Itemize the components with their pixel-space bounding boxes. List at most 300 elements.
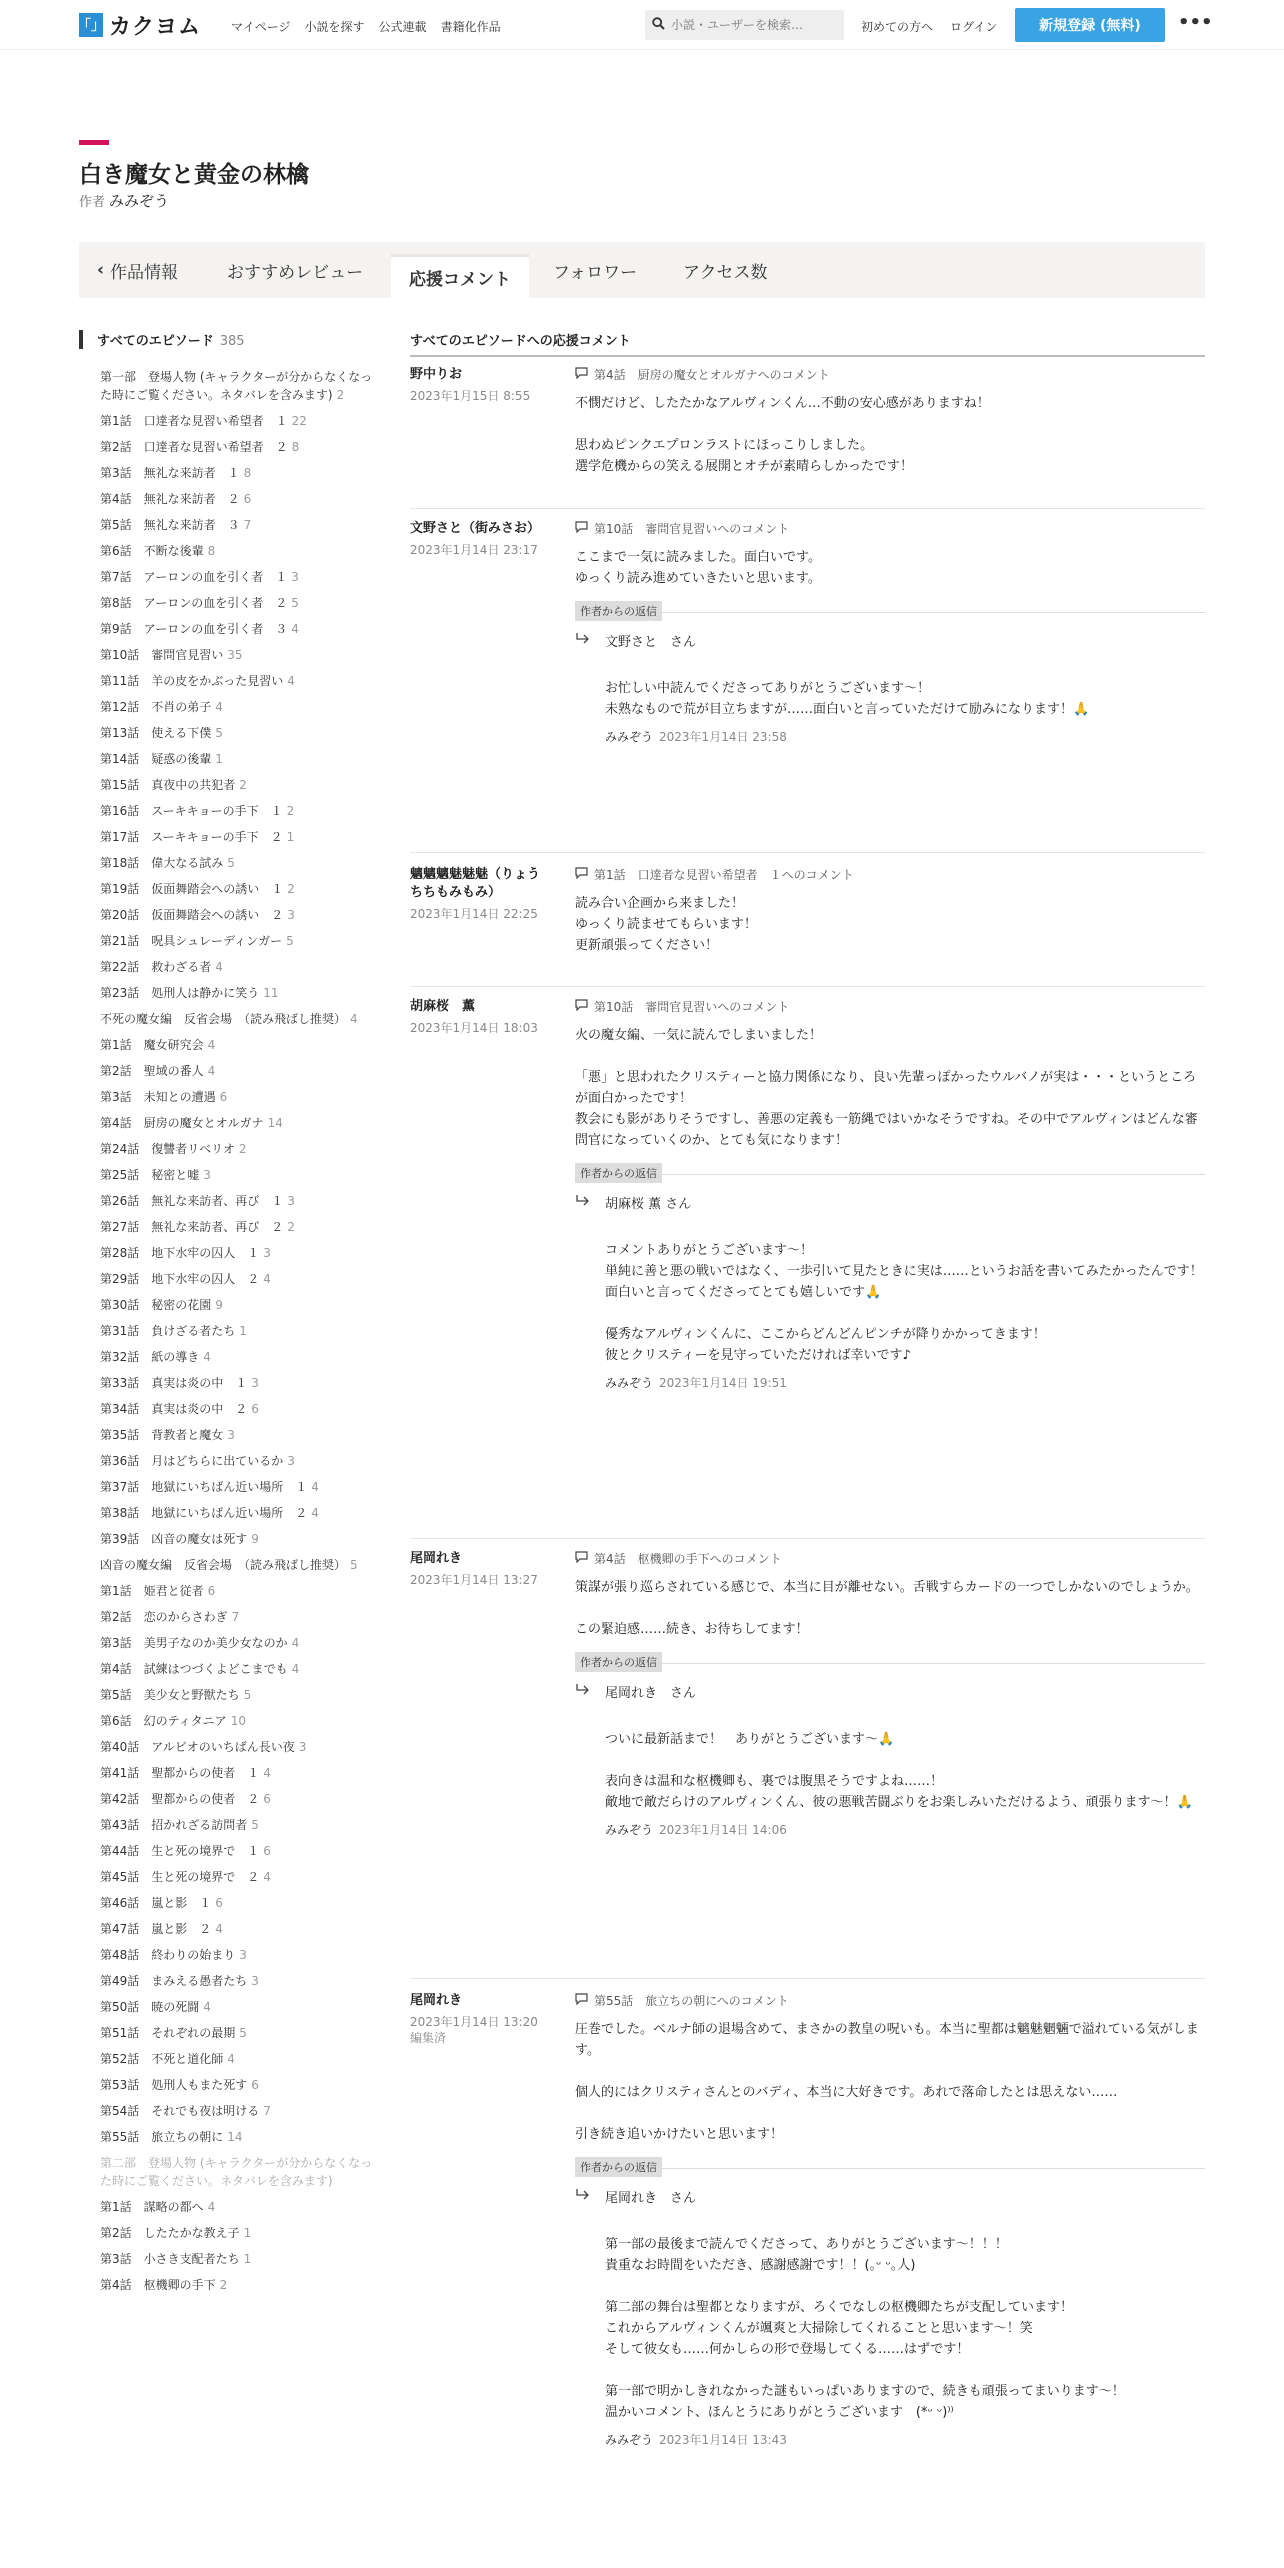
reply-divider <box>655 612 1205 613</box>
comment-body <box>575 366 1205 477</box>
comment-text: 読み合い企画から来ました！ ゆっくり読ませてもらいます！ 更新頑張ってください！ <box>575 896 757 953</box>
chapter-item[interactable] <box>100 368 380 404</box>
tab-work-info-label: 作品情報 <box>110 262 179 283</box>
episode-item[interactable] <box>100 1114 380 1132</box>
episode-title: 第33話 真実は炎の中 １ <box>100 1376 248 1390</box>
episode-item[interactable] <box>100 750 380 768</box>
reply-divider <box>655 1663 1205 1664</box>
episode-comment-count: 4 <box>263 1766 271 1780</box>
episode-title: 第41話 聖都からの使者 １ <box>100 1766 260 1780</box>
episode-comment-count: 4 <box>287 674 295 688</box>
reply-date: 2023年1月14日 23:58 <box>659 730 787 744</box>
comment-separator <box>410 852 1205 853</box>
tab-work-info[interactable] <box>79 242 196 298</box>
episode-comment-count: 2 <box>238 1142 247 1156</box>
episode-comment-count: 5 <box>239 2026 247 2040</box>
episode-item[interactable] <box>100 412 380 430</box>
episode-comment-count: 4 <box>263 1272 271 1286</box>
comment-user[interactable]: 胡麻桜 薫 <box>410 999 476 1014</box>
episode-title: 第二部 登場人物 (キャラクターが分からなくなった時にご覧ください。ネタバレを含みます) <box>100 2156 373 2188</box>
comment-bubble-icon <box>575 999 588 1015</box>
episode-comment-count: 3 <box>251 1974 259 1988</box>
episode-item[interactable] <box>100 2076 380 2094</box>
signup-button[interactable]: 新規登録 (無料) <box>1015 8 1165 42</box>
episode-title: 第15話 真夜中の共犯者 <box>100 778 236 792</box>
episode-comment-count: 4 <box>207 2200 216 2214</box>
episode-comment-count: 4 <box>291 1636 300 1650</box>
episode-comment-count: 4 <box>311 1506 319 1520</box>
reply-recipient-name: 胡麻桜 薫 さん <box>605 1197 692 1212</box>
episode-comment-count: 4 <box>227 2052 235 2066</box>
episode-title: 第7話 アーロンの血を引く者 １ <box>100 570 288 584</box>
episode-item[interactable] <box>100 1634 380 1652</box>
episode-item[interactable] <box>100 1738 380 1756</box>
episode-title: 第6話 幻のティタニア <box>100 1714 227 1728</box>
episode-item[interactable] <box>100 1660 380 1678</box>
episode-title: 第16話 スーキキョーの手下 １ <box>100 804 283 818</box>
comment-date: 2023年1月14日 13:27 <box>410 1573 538 1587</box>
reply-date: 2023年1月14日 13:43 <box>659 2433 787 2447</box>
episode-item[interactable] <box>100 2250 380 2268</box>
site-logo[interactable] <box>79 12 201 38</box>
episode-item[interactable] <box>100 1322 380 1340</box>
reply-divider <box>655 2168 1205 2169</box>
episode-comment-count: 2 <box>286 804 295 818</box>
episode-item[interactable] <box>100 1062 380 1080</box>
episode-comment-count: 6 <box>243 492 252 506</box>
episode-comment-count: 4 <box>215 700 223 714</box>
episode-title: 第22話 救わざる者 <box>100 960 212 974</box>
episode-comment-count: 1 <box>243 2252 252 2266</box>
work-title[interactable]: 白き魔女と黄金の林檎 <box>79 162 309 188</box>
tab-reviews[interactable]: おすすめレビュー <box>227 262 364 283</box>
more-menu-icon[interactable]: ••• <box>1178 12 1213 33</box>
reply-author[interactable]: みみぞう <box>605 2433 654 2447</box>
global-nav <box>231 18 501 35</box>
episode-item[interactable] <box>100 2224 380 2242</box>
reply-author[interactable]: みみぞう <box>605 730 654 744</box>
episode-comment-count: 14 <box>267 1116 283 1130</box>
episode-title: 凶音の魔女編 反省会場 （読み飛ばし推奨） <box>100 1558 347 1572</box>
nav-published-works[interactable]: 書籍化作品 <box>440 20 501 34</box>
episode-item[interactable] <box>100 2276 380 2294</box>
episode-title: 第42話 聖都からの使者 ２ <box>100 1792 260 1806</box>
episode-item[interactable] <box>100 828 380 846</box>
episode-comment-count: 8 <box>243 466 252 480</box>
episode-comment-count: 4 <box>215 960 223 974</box>
episode-item[interactable] <box>100 646 380 664</box>
episode-title: 不死の魔女編 反省会場 （読み飛ばし推奨） <box>100 1012 347 1026</box>
reply-text: ついに最新話まで！ ありがとうございます～🙏 表向きは温和な枢機卿も、裏では腹黒そうですよね……！ 敵地で敵だらけのアルヴィンくん、彼の悪戦苦闘ぶりをお楽しみいただけるよう、頑張ります～！🙏 <box>605 1732 1193 1810</box>
episode-item[interactable] <box>100 1998 380 2016</box>
comment-target-label: 第1話 口達者な見習い希望者 １へのコメント <box>594 868 854 882</box>
episode-item[interactable] <box>100 1764 380 1782</box>
episode-comment-count: 4 <box>215 1922 223 1936</box>
episode-title: 第36話 月はどちらに出ているか <box>100 1454 284 1468</box>
reply-recipient <box>575 1193 1205 1212</box>
comment-date: 2023年1月14日 23:17 <box>410 543 538 557</box>
episode-comment-count: 2 <box>287 1220 295 1234</box>
episode-comment-count: 5 <box>215 726 223 740</box>
comment-user[interactable]: 尾岡れき <box>410 1551 463 1566</box>
episode-title: 第49話 まみえる愚者たち <box>100 1974 248 1988</box>
episode-item[interactable] <box>100 906 380 924</box>
comment-target-label: 第10話 審問官見習いへのコメント <box>594 522 790 536</box>
episode-item[interactable] <box>100 1140 380 1158</box>
comment-user[interactable]: 野中りお <box>410 367 463 382</box>
episode-title: 第5話 美少女と野獣たち <box>100 1688 240 1702</box>
episode-item[interactable] <box>100 542 380 560</box>
episode-title: 第43話 招かれざる訪問者 <box>100 1818 248 1832</box>
comment-text: 策謀が張り巡らされている感じで、本当に目が離せない。舌戦すらカードの一つでしかないのでしょうか。 この緊迫感……続き、お待ちしてます！ <box>575 1580 1199 1637</box>
episode-title: 第48話 終わりの始まり <box>100 1948 236 1962</box>
reply-date: 2023年1月14日 14:06 <box>659 1823 787 1837</box>
episode-title: 第24話 復讐者リベリオ <box>100 1142 235 1156</box>
episode-comment-count: 4 <box>203 2000 211 2014</box>
episode-title: 第4話 厨房の魔女とオルガナ <box>100 1116 264 1130</box>
episode-item[interactable] <box>100 698 380 716</box>
episode-comment-count: 3 <box>227 1428 235 1442</box>
episode-comment-count: 3 <box>203 1168 211 1182</box>
episode-item[interactable] <box>100 438 380 456</box>
search-icon[interactable] <box>645 17 671 34</box>
chapter-item[interactable] <box>100 2154 380 2190</box>
episode-item[interactable] <box>100 1868 380 1886</box>
episode-comment-count: 3 <box>291 570 299 584</box>
nav-find-novels[interactable]: 小説を探す <box>304 20 365 34</box>
episode-item[interactable] <box>100 802 380 820</box>
episode-comment-count: 5 <box>350 1558 358 1572</box>
all-episodes-count: 385 <box>219 334 245 349</box>
comment-body <box>575 998 1205 1391</box>
episode-comment-count: 4 <box>350 1012 358 1026</box>
comment-target-link[interactable] <box>575 998 1205 1015</box>
episode-item[interactable] <box>100 1946 380 1964</box>
episode-item[interactable] <box>100 1036 380 1054</box>
episode-item[interactable] <box>100 620 380 638</box>
author-reply-badge: 作者からの返信 <box>575 1652 662 1672</box>
reply-author[interactable]: みみぞう <box>605 1376 654 1390</box>
author-reply-badge: 作者からの返信 <box>575 601 662 621</box>
comment-separator <box>410 1978 1205 1979</box>
reply-arrow-icon <box>575 1193 605 1212</box>
episode-comment-count: 9 <box>251 1532 259 1546</box>
comment-target-link[interactable] <box>575 1992 1205 2009</box>
comment-text: ここまで一気に読みました。面白いです。 ゆっくり読み進めていきたいと思います。 <box>575 550 821 586</box>
episode-title: 第4話 無礼な来訪者 ２ <box>100 492 240 506</box>
episode-comment-count: 11 <box>263 986 279 1000</box>
episode-title: 第13話 使える下僕 <box>100 726 212 740</box>
episode-title: 第一部 登場人物 (キャラクターが分からなくなった時にご覧ください。ネタバレを含みます) <box>100 370 373 402</box>
episode-title: 第34話 真実は炎の中 ２ <box>100 1402 248 1416</box>
episode-item[interactable] <box>100 1270 380 1288</box>
episode-comment-count: 8 <box>207 544 216 558</box>
episode-title: 第27話 無礼な来訪者、再び ２ <box>100 1220 284 1234</box>
comment-edited: 編集済 <box>410 2031 447 2045</box>
comment-target-link[interactable] <box>575 1550 1205 1567</box>
all-episodes-heading[interactable] <box>79 330 245 349</box>
episode-title: 第52話 不死と道化師 <box>100 2052 224 2066</box>
reply-signature <box>605 1374 1205 1391</box>
episode-item[interactable] <box>100 1400 380 1418</box>
tab-followers[interactable]: フォロワー <box>553 262 638 283</box>
episode-item[interactable] <box>100 1192 380 1210</box>
episode-item[interactable] <box>100 1504 380 1522</box>
episode-title: 第32話 紙の導き <box>100 1350 200 1364</box>
episode-item[interactable] <box>100 568 380 586</box>
episode-item[interactable] <box>100 1296 380 1314</box>
episode-title: 第11話 羊の皮をかぶった見習い <box>100 674 284 688</box>
episode-item[interactable] <box>100 2050 380 2068</box>
episode-item[interactable] <box>100 672 380 690</box>
episode-title: 第25話 秘密と嘘 <box>100 1168 200 1182</box>
episode-item[interactable] <box>100 1478 380 1496</box>
episode-item[interactable] <box>100 1374 380 1392</box>
chevron-left-icon: ‹ <box>97 260 105 280</box>
first-time-link[interactable]: 初めての方へ <box>861 20 934 34</box>
reply-recipient-name: 尾岡れき さん <box>605 2191 697 2206</box>
episode-comment-count: 9 <box>215 1298 223 1312</box>
reply-date: 2023年1月14日 19:51 <box>659 1376 787 1390</box>
episode-item[interactable] <box>100 1712 380 1730</box>
episode-title: 第8話 アーロンの血を引く者 ２ <box>100 596 288 610</box>
episode-comment-count: 35 <box>227 648 243 662</box>
episode-title: 第18話 偉大なる試み <box>100 856 224 870</box>
episode-item[interactable] <box>100 2128 380 2146</box>
episode-title: 第50話 暁の死闘 <box>100 2000 200 2014</box>
episode-title: 第12話 不肖の弟子 <box>100 700 212 714</box>
reply-recipient <box>575 1682 1205 1701</box>
reply-arrow-icon <box>575 2187 605 2206</box>
tab-access[interactable]: アクセス数 <box>683 262 768 283</box>
episode-comment-count: 4 <box>291 622 299 636</box>
episode-item[interactable] <box>100 1608 380 1626</box>
episode-comment-count: 6 <box>219 1090 228 1104</box>
episode-title: 第9話 アーロンの血を引く者 ３ <box>100 622 288 636</box>
episode-title: 第53話 処刑人もまた死す <box>100 2078 248 2092</box>
episode-comment-count: 2 <box>287 882 295 896</box>
login-link[interactable]: ログイン <box>950 20 998 34</box>
logo-mark-icon: 「」 <box>79 13 103 37</box>
comment-target-label: 第4話 厨房の魔女とオルガナへのコメント <box>594 368 830 382</box>
episode-title: 第29話 地下水牢の囚人 ２ <box>100 1272 260 1286</box>
episode-title: 第1話 姫君と従者 <box>100 1584 204 1598</box>
episode-title: 第4話 試練はつづくよどこまでも <box>100 1662 288 1676</box>
episode-item[interactable] <box>100 932 380 950</box>
episode-title: 第3話 未知との遭遇 <box>100 1090 216 1104</box>
episode-item[interactable] <box>100 490 380 508</box>
episode-title: 第10話 審問官見習い <box>100 648 224 662</box>
episode-title: 第38話 地獄にいちばん近い場所 ２ <box>100 1506 308 1520</box>
episode-comment-count: 6 <box>263 1792 271 1806</box>
episode-item[interactable] <box>100 2102 380 2120</box>
episode-item[interactable] <box>100 1348 380 1366</box>
episode-item[interactable] <box>100 1816 380 1834</box>
episode-list <box>100 368 380 2302</box>
episode-comment-count: 4 <box>207 1064 216 1078</box>
episode-comment-count: 2 <box>239 778 247 792</box>
episode-comment-count: 3 <box>239 1948 247 1962</box>
reply-signature <box>605 728 1205 745</box>
episode-item[interactable] <box>100 1686 380 1704</box>
episode-title: 第21話 呪具シュレーディンガー <box>100 934 283 948</box>
episode-title: 第40話 アルビオのいちばん長い夜 <box>100 1740 295 1754</box>
episode-item[interactable] <box>100 464 380 482</box>
episode-title: 第46話 嵐と影 １ <box>100 1896 212 1910</box>
episode-comment-count: 7 <box>263 2104 271 2118</box>
episode-item[interactable] <box>100 1920 380 1938</box>
comment-date: 2023年1月14日 18:03 <box>410 1021 538 1035</box>
episode-item[interactable] <box>100 1088 380 1106</box>
logo-text: カクヨム <box>109 14 202 40</box>
episode-comment-count: 5 <box>286 934 294 948</box>
episode-item[interactable] <box>100 516 380 534</box>
comment-user[interactable]: 文野さと（街みさお） <box>410 521 541 536</box>
episode-item[interactable] <box>100 2024 380 2042</box>
episode-item[interactable] <box>100 1530 380 1548</box>
episode-title: 第2話 聖域の番人 <box>100 1064 204 1078</box>
author-reply-badge: 作者からの返信 <box>575 1163 662 1183</box>
comment-bubble-icon <box>575 867 588 883</box>
comment-target-link[interactable] <box>575 520 1205 537</box>
episode-item[interactable] <box>100 880 380 898</box>
episode-title: 第31話 負けざる者たち <box>100 1324 236 1338</box>
episode-title: 第3話 美男子なのか美少女なのか <box>100 1636 288 1650</box>
episode-title: 第51話 それぞれの最期 <box>100 2026 236 2040</box>
comment-user[interactable]: 魑魑魑魅魅魅（りょうちちもみもみ） <box>410 867 541 900</box>
episode-item[interactable] <box>100 984 380 1002</box>
comment-date: 2023年1月14日 13:20 <box>410 2015 538 2029</box>
episode-item[interactable] <box>100 1972 380 1990</box>
episode-item[interactable] <box>100 1790 380 1808</box>
episode-item[interactable] <box>100 958 380 976</box>
episode-title: 第1話 謀略の都へ <box>100 2200 204 2214</box>
episode-comment-count: 4 <box>207 1038 216 1052</box>
episode-title: 第1話 魔女研究会 <box>100 1038 204 1052</box>
episode-item[interactable] <box>100 1894 380 1912</box>
comment-target-link[interactable] <box>575 366 1205 383</box>
episode-comment-count: 22 <box>291 414 307 428</box>
episode-item[interactable] <box>100 1452 380 1470</box>
episode-comment-count: 4 <box>291 1662 300 1676</box>
chapter-item[interactable] <box>100 1556 380 1574</box>
episode-item[interactable] <box>100 776 380 794</box>
episode-comment-count: 6 <box>263 1844 271 1858</box>
episode-item[interactable] <box>100 1244 380 1262</box>
episode-title: 第1話 口達者な見習い希望者 １ <box>100 414 288 428</box>
comment-target-link[interactable] <box>575 866 1205 883</box>
episode-comment-count: 5 <box>291 596 299 610</box>
reply-text: コメントありがとうございます～！ 単純に善と悪の戦いではなく、一歩引いて見たときに実は……というお話を書いてみたかったんです！ 面白いと言ってくださってとても嬉しいです🙏 優秀なアルヴィンくんに、ここからどんどんピンチが降りかかってきます！ 彼とクリスティーを見守っていただければ幸いです♪ <box>605 1243 1203 1363</box>
comment-separator <box>410 1538 1205 1539</box>
episode-comment-count: 1 <box>286 830 295 844</box>
episode-comment-count: 2 <box>219 2278 228 2292</box>
episode-item[interactable] <box>100 1582 380 1600</box>
chapter-item[interactable] <box>100 1010 380 1028</box>
episode-comment-count: 3 <box>298 1740 307 1754</box>
nav-official-series[interactable]: 公式連載 <box>378 20 427 34</box>
comment-separator <box>410 508 1205 509</box>
episode-comment-count: 4 <box>203 1350 211 1364</box>
episode-title: 第45話 生と死の境界で ２ <box>100 1870 260 1884</box>
site-header <box>0 0 1284 50</box>
comment-text: 圧巻でした。ベルナ師の退場含めて、まさかの教皇の呪いも。本当に聖都は魑魅魍魎で溢れている気がします。 個人的にはクリスティさんとのバディ、本当に大好きです。あれで落命したとは思えない…… 引き続き追いかけたいと思います！ <box>575 2022 1199 2142</box>
episode-title: 第39話 凶音の魔女は死す <box>100 1532 248 1546</box>
episode-comment-count: 3 <box>287 1454 295 1468</box>
episode-title: 第28話 地下水牢の囚人 １ <box>100 1246 260 1260</box>
episode-item[interactable] <box>100 724 380 742</box>
episode-comment-count: 7 <box>243 518 252 532</box>
reply-signature <box>605 1821 1205 1838</box>
reply-divider <box>655 1174 1205 1175</box>
comment-date: 2023年1月15日 8:55 <box>410 389 531 403</box>
episode-title: 第47話 嵐と影 ２ <box>100 1922 212 1936</box>
episode-item[interactable] <box>100 1842 380 1860</box>
episode-comment-count: 6 <box>251 1402 259 1416</box>
episode-title: 第2話 口達者な見習い希望者 ２ <box>100 440 288 454</box>
episode-comment-count: 8 <box>291 440 300 454</box>
work-tabs <box>79 242 1205 298</box>
episode-comment-count: 4 <box>311 1480 319 1494</box>
episode-title: 第44話 生と死の境界で １ <box>100 1844 260 1858</box>
reply-text: 第一部の最後まで読んでくださって、ありがとうございます～！！！ 貴重なお時間をいただき、感謝感謝です！！(｡ᵕ ᵕ｡人) 第二部の舞台は聖都となりますが、ろくでなしの枢機卿たちが支配しています！ これからアルヴィンくんが颯爽と大掃除してくれることと思います～！笑 そして彼女も……何かしらの形で登場してくる……はずです！ 第一部で明かしきれなかった謎もいっぱいありますので、続きも頑張ってまいります～！ 温かいコメント、ほんとうにありがとうございます (*ᵕ ᵕ)⁾⁾ <box>605 2237 1125 2420</box>
episode-item[interactable] <box>100 594 380 612</box>
episode-comment-count: 7 <box>231 1610 240 1624</box>
reply-recipient-name: 文野さと さん <box>605 635 697 650</box>
episode-title: 第55話 旅立ちの朝に <box>100 2130 224 2144</box>
episode-comment-count: 14 <box>227 2130 243 2144</box>
episode-title: 第3話 無礼な来訪者 １ <box>100 466 240 480</box>
nav-mypage[interactable]: マイページ <box>231 20 291 34</box>
comment-user[interactable]: 尾岡れき <box>410 1993 463 2008</box>
episode-item[interactable] <box>100 1218 380 1236</box>
all-episodes-label: すべてのエピソード <box>97 334 214 349</box>
episode-title: 第37話 地獄にいちばん近い場所 １ <box>100 1480 308 1494</box>
episode-comment-count: 4 <box>263 1870 271 1884</box>
title-accent-bar <box>79 140 109 145</box>
author-name[interactable]: みみぞう <box>109 192 170 210</box>
episode-comment-count: 6 <box>215 1896 223 1910</box>
episode-item[interactable] <box>100 854 380 872</box>
episode-item[interactable] <box>100 1166 380 1184</box>
reply-author[interactable]: みみぞう <box>605 1823 654 1837</box>
episode-title: 第26話 無礼な来訪者、再び １ <box>100 1194 284 1208</box>
episode-comment-count: 2 <box>336 388 345 402</box>
comment-bubble-icon <box>575 521 588 537</box>
episode-item[interactable] <box>100 1426 380 1444</box>
reply-recipient-name: 尾岡れき さん <box>605 1686 697 1701</box>
tab-comments[interactable]: 応援コメント <box>391 254 529 298</box>
episode-comment-count: 6 <box>207 1584 216 1598</box>
reply-recipient <box>575 2187 1205 2206</box>
episode-comment-count: 6 <box>251 2078 259 2092</box>
comment-bubble-icon <box>575 1993 588 2009</box>
comment-text: 火の魔女編、一気に読んでしまいました！ 「悪」と思われたクリスティーと協力関係になり、良い先輩っぽかったウルバノが実は・・・というところが面白かったです！ 教会にも影がありそうですし、善悪の定義も一筋縄ではいかなそうですね。その中でアルヴィンはどんな審問官になっていくのか、とても気になります！ <box>575 1028 1198 1148</box>
episode-comment-count: 5 <box>227 856 235 870</box>
episode-title: 第2話 恋のからさわぎ <box>100 1610 228 1624</box>
comment-date: 2023年1月14日 22:25 <box>410 907 538 921</box>
episode-item[interactable] <box>100 2198 380 2216</box>
reply-signature <box>605 2431 1205 2448</box>
comment-text: 不憫だけど、したたかなアルヴィンくん…不動の安心感がありますね！ 思わぬピンクエプロンラストにほっこりしました。 選学危機からの笑える展開とオチが素晴らしかったです！ <box>575 396 990 474</box>
episode-title: 第20話 仮面舞踏会への誘い ２ <box>100 908 284 922</box>
search-input[interactable] <box>671 18 836 32</box>
episode-comment-count: 3 <box>263 1246 271 1260</box>
episode-title: 第14話 疑惑の後輩 <box>100 752 212 766</box>
episode-comment-count: 5 <box>251 1818 259 1832</box>
episode-comment-count: 5 <box>243 1688 252 1702</box>
episode-title: 第23話 処刑人は静かに笑う <box>100 986 260 1000</box>
